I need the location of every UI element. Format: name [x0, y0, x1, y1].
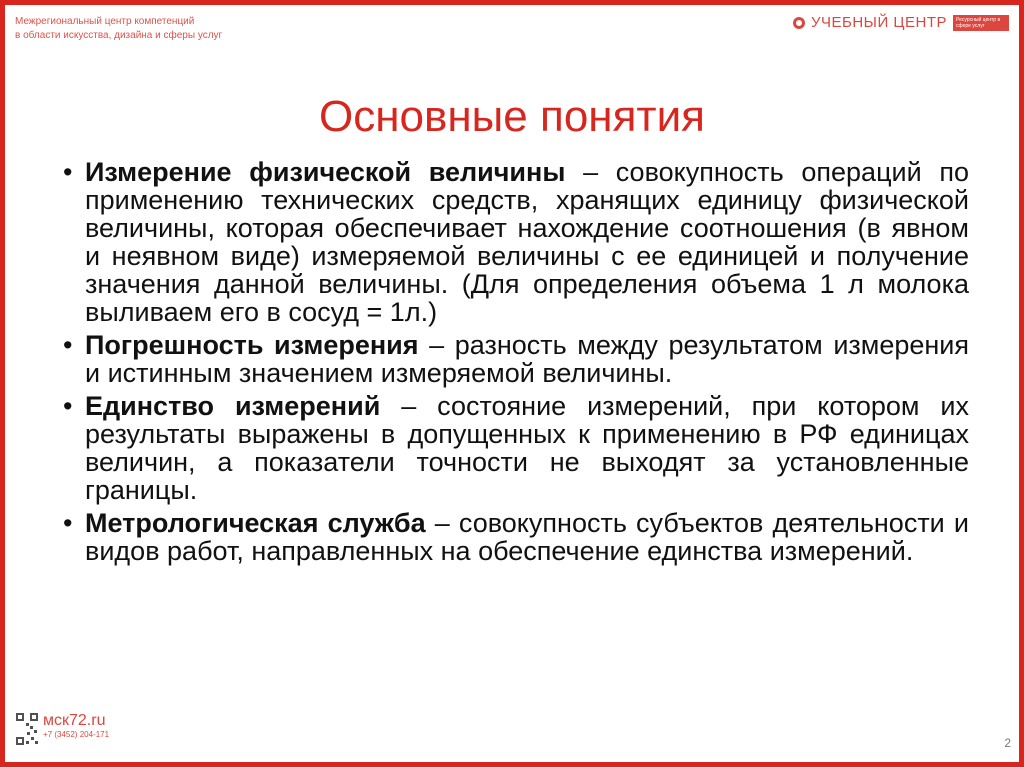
bullet-icon: • — [63, 157, 73, 187]
definition-text: – совокупность операций по применению технических средств, хранящих единицу физической величины, которая обеспечивает нахождение соотношения (в явном и неявном виде) измеряемой величины с ее единицей и получение значения данной величины. (Для определения объема 1 л молока выливаем его в сосуд = 1л.) — [85, 157, 969, 327]
definition-term: Единство измерений — [85, 391, 381, 421]
org-line-1: Межрегиональный центр компетенций — [15, 16, 195, 27]
definition-term: Погрешность измерения — [85, 330, 419, 360]
bullet-icon: • — [63, 508, 73, 538]
definition-text: – разность между результатом измерения и истинным значением измеряемой величины. — [85, 330, 970, 388]
definition-term: Измерение физической величины — [85, 157, 566, 187]
page-number: 2 — [1004, 736, 1011, 750]
qr-code-icon — [15, 712, 39, 746]
bullet-icon: • — [63, 330, 73, 360]
footer-site: мск72.ru — [43, 712, 106, 729]
brand-badge: Ресурсный центр в сфере услуг — [953, 15, 1009, 31]
bullet-icon: • — [63, 391, 73, 421]
footer-text — [43, 712, 109, 740]
definition-item — [63, 331, 969, 387]
definition-item — [63, 392, 969, 504]
definition-item — [63, 509, 969, 565]
slide-title: Основные понятия — [319, 92, 705, 141]
circle-logo-icon — [793, 17, 805, 29]
definition-text: – состояние измерений, при котором их результаты выражены в допущенных к применению в РФ единицах величин, а показатели точности не выходят за установленные границы. — [85, 391, 969, 505]
definition-term: Метрологическая служба — [85, 508, 426, 538]
footer-contacts — [15, 712, 109, 746]
org-header — [15, 15, 222, 43]
definition-item — [63, 158, 969, 326]
footer-phone: +7 (3452) 204-171 — [43, 730, 110, 739]
brand-name: УЧЕБНЫЙ ЦЕНТР — [810, 14, 947, 31]
definitions-list — [63, 158, 969, 570]
definition-text: – совокупность субъектов деятельности и видов работ, направленных на обеспечение единства измерений. — [85, 508, 969, 566]
org-line-2: в области искусства, дизайна и сферы услуг — [15, 30, 223, 41]
brand-header — [793, 14, 1009, 31]
